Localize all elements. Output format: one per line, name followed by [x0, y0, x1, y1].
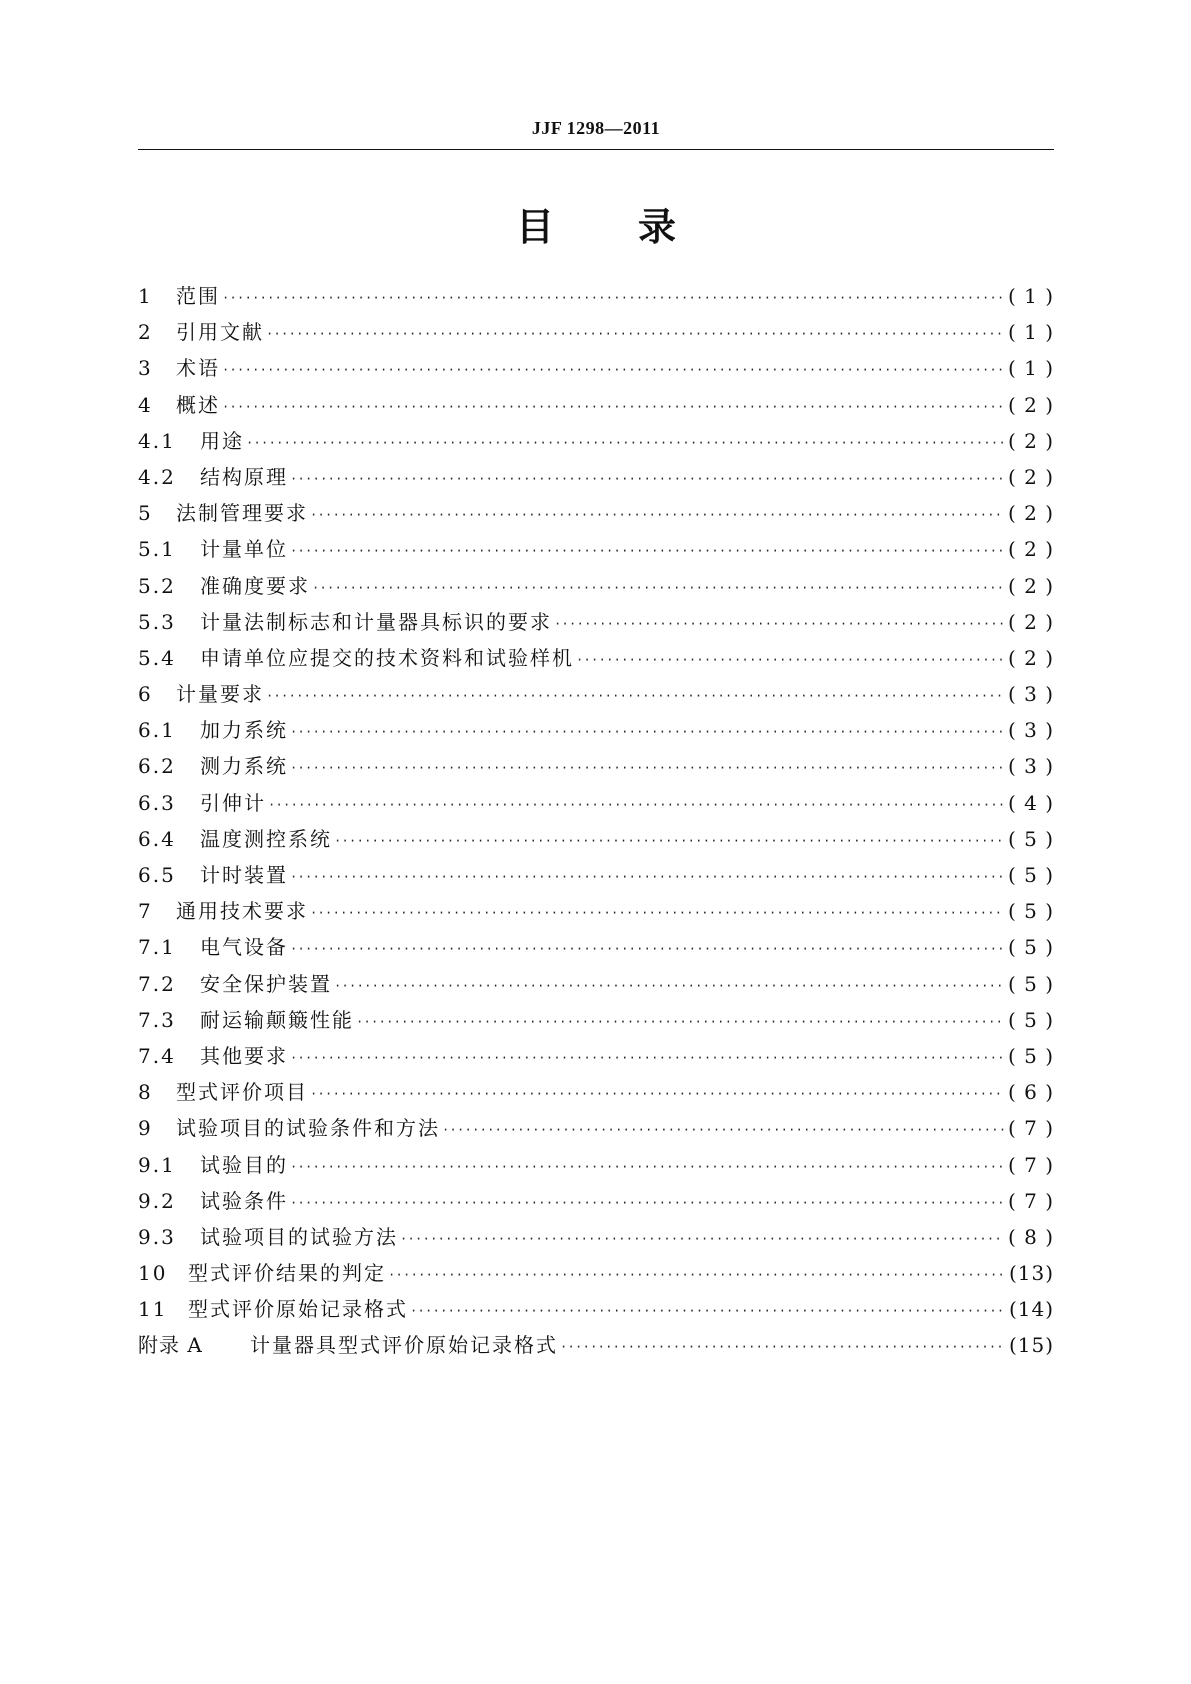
toc-entry[interactable] — [138, 966, 1054, 1002]
toc-entry-page: ( 2 ) — [1007, 392, 1054, 417]
toc-leader-dots — [386, 1257, 1004, 1293]
toc-entry-title: 温度测控系统 — [200, 826, 332, 851]
toc-entry[interactable] — [138, 1074, 1054, 1110]
toc-entry-title: 电气设备 — [200, 935, 288, 960]
toc-entry-number: 9.1 — [138, 1152, 176, 1177]
toc-entry-number: 6.1 — [138, 718, 176, 743]
toc-leader-dots — [310, 570, 1004, 606]
toc-entry-page: ( 1 ) — [1007, 356, 1054, 381]
toc-leader-dots — [288, 931, 1004, 967]
toc-entry-title: 法制管理要求 — [176, 501, 308, 526]
toc-entry[interactable] — [138, 748, 1054, 784]
toc-entry[interactable] — [138, 1038, 1054, 1074]
toc-entry-page: ( 7 ) — [1007, 1116, 1054, 1141]
toc-entry[interactable] — [138, 676, 1054, 712]
toc-entry[interactable] — [138, 1255, 1054, 1291]
toc-leader-dots — [574, 642, 1004, 678]
toc-entry-title: 准确度要求 — [200, 573, 310, 598]
toc-entry-page: ( 2 ) — [1007, 537, 1054, 562]
toc-entry-number: 10 — [138, 1261, 168, 1286]
toc-entry-title: 引伸计 — [200, 790, 266, 815]
toc-entry[interactable] — [138, 1002, 1054, 1038]
toc-entry[interactable] — [138, 640, 1054, 676]
page-header-standard-code: JJF 1298—2011 — [531, 118, 661, 138]
toc-entry-title: 其他要求 — [200, 1043, 288, 1068]
toc-leader-dots — [440, 1112, 1004, 1148]
toc-leader-dots — [552, 606, 1004, 642]
toc-entry-appendix[interactable] — [138, 1327, 1054, 1363]
toc-entry-page: ( 2 ) — [1007, 501, 1054, 526]
toc-entry-number: 6.5 — [138, 863, 176, 887]
toc-entry[interactable] — [138, 1219, 1054, 1255]
toc-entry-page: ( 6 ) — [1007, 1080, 1054, 1105]
toc-leader-dots — [288, 1149, 1004, 1185]
toc-leader-dots — [220, 280, 1004, 316]
toc-leader-dots — [264, 678, 1004, 714]
toc-entry-number: 9.2 — [138, 1188, 176, 1213]
toc-entry-page: ( 3 ) — [1007, 718, 1054, 743]
toc-entry-page: ( 4 ) — [1007, 790, 1054, 815]
toc-entry-page: ( 5 ) — [1007, 935, 1054, 960]
toc-leader-dots — [558, 1329, 1004, 1365]
toc-entry[interactable] — [138, 604, 1054, 640]
toc-entry-title: 申请单位应提交的技术资料和试验样机 — [200, 645, 574, 670]
toc-leader-dots — [220, 389, 1004, 425]
toc-entry-page: ( 3 ) — [1007, 682, 1054, 707]
toc-entry-number: 5.4 — [138, 645, 176, 670]
toc-entry-number: 9 — [138, 1116, 153, 1141]
toc-entry[interactable] — [138, 1291, 1054, 1327]
toc-leader-dots — [288, 859, 1004, 895]
toc-entry-number: 9.3 — [138, 1224, 176, 1249]
toc-entry-page: ( 5 ) — [1007, 863, 1054, 887]
toc-entry-title: 范围 — [176, 284, 220, 308]
toc-entry-page: ( 5 ) — [1007, 826, 1054, 851]
toc-entry-title: 计量单位 — [200, 537, 288, 562]
toc-entry-title: 试验条件 — [200, 1188, 288, 1213]
toc-entry-page: ( 7 ) — [1007, 1188, 1054, 1213]
toc-entry-number: 5 — [138, 501, 153, 526]
toc-entry-number: 6 — [138, 682, 153, 707]
toc-entry-title: 计时装置 — [200, 863, 288, 887]
toc-entry-number: 7.2 — [138, 971, 176, 996]
table-of-contents — [138, 278, 1054, 1364]
title-char-1: 目 — [515, 205, 554, 249]
toc-entry-page: ( 5 ) — [1007, 1043, 1054, 1068]
toc-entry-title: 计量法制标志和计量器具标识的要求 — [200, 609, 552, 634]
toc-entry-title: 型式评价原始记录格式 — [188, 1297, 408, 1322]
toc-entry[interactable] — [138, 785, 1054, 821]
toc-entry-page: (13) — [1008, 1261, 1054, 1286]
toc-entry[interactable] — [138, 821, 1054, 857]
toc-entry-number: 6.4 — [138, 826, 176, 851]
toc-entry-number: 7 — [138, 899, 153, 924]
toc-entry-number: 6.2 — [138, 754, 176, 779]
toc-entry-title: 耐运输颠簸性能 — [200, 1007, 354, 1032]
toc-entry-title: 测力系统 — [200, 754, 288, 779]
toc-entry-title: 型式评价项目 — [176, 1080, 308, 1105]
toc-entry-title: 试验项目的试验条件和方法 — [176, 1116, 440, 1141]
toc-entry-number: 1 — [138, 284, 153, 308]
toc-entry[interactable] — [138, 459, 1054, 495]
toc-entry-page: (15) — [1008, 1333, 1054, 1358]
toc-entry-number: 11 — [138, 1297, 168, 1322]
toc-entry-page: (14) — [1008, 1297, 1054, 1322]
toc-entry-title: 试验项目的试验方法 — [200, 1224, 398, 1249]
toc-entry-title: 概述 — [176, 392, 220, 417]
toc-entry-number: 5.1 — [138, 537, 176, 562]
toc-entry-page: ( 5 ) — [1007, 971, 1054, 996]
header-rule — [138, 149, 1054, 150]
toc-entry-title: 加力系统 — [200, 718, 288, 743]
toc-leader-dots — [220, 352, 1004, 388]
toc-leader-dots — [398, 1221, 1004, 1257]
toc-entry-page: ( 2 ) — [1007, 645, 1054, 670]
toc-leader-dots — [288, 1040, 1004, 1076]
toc-entry-title: 试验目的 — [200, 1152, 288, 1177]
toc-entry[interactable] — [138, 712, 1054, 748]
toc-entry-page: ( 2 ) — [1007, 464, 1054, 489]
toc-entry-page: ( 2 ) — [1007, 573, 1054, 598]
toc-entry[interactable] — [138, 893, 1054, 929]
toc-leader-dots — [408, 1293, 1004, 1329]
toc-entry[interactable] — [138, 314, 1054, 350]
toc-entry-page: ( 8 ) — [1007, 1224, 1054, 1249]
toc-entry-title: 安全保护装置 — [200, 971, 332, 996]
toc-leader-dots — [264, 316, 1004, 352]
toc-entry-page: ( 3 ) — [1007, 754, 1054, 779]
toc-entry-number: 6.3 — [138, 790, 176, 815]
toc-leader-dots — [308, 497, 1004, 533]
toc-entry-page: ( 7 ) — [1007, 1152, 1054, 1177]
toc-entry-number: 7.1 — [138, 935, 176, 960]
toc-entry-title: 计量要求 — [176, 682, 264, 707]
toc-entry-page: ( 5 ) — [1007, 1007, 1054, 1032]
toc-leader-dots — [244, 425, 1004, 461]
toc-leader-dots — [288, 750, 1004, 786]
toc-leader-dots — [266, 787, 1004, 823]
toc-entry[interactable] — [138, 495, 1054, 531]
toc-entry-number: 7.3 — [138, 1007, 176, 1032]
title-char-2: 录 — [638, 205, 677, 249]
toc-entry-title: 型式评价结果的判定 — [188, 1261, 386, 1286]
toc-entry-page: ( 1 ) — [1007, 320, 1054, 345]
toc-entry[interactable] — [138, 1110, 1054, 1146]
toc-entry-number: 4.2 — [138, 464, 176, 489]
toc-leader-dots — [332, 968, 1004, 1004]
toc-leader-dots — [308, 895, 1004, 931]
toc-entry[interactable] — [138, 423, 1054, 459]
toc-entry[interactable] — [138, 568, 1054, 604]
toc-entry-title: 用途 — [200, 428, 244, 453]
toc-leader-dots — [288, 533, 1004, 569]
toc-entry-title: 术语 — [176, 356, 220, 381]
toc-entry-title: 通用技术要求 — [176, 899, 308, 924]
toc-entry[interactable] — [138, 1147, 1054, 1183]
toc-entry[interactable] — [138, 857, 1054, 893]
toc-entry-title: 计量器具型式评价原始记录格式 — [250, 1333, 558, 1358]
toc-entry-page: ( 2 ) — [1007, 609, 1054, 634]
toc-entry-number: 3 — [138, 356, 153, 381]
toc-entry[interactable] — [138, 350, 1054, 386]
toc-leader-dots — [354, 1004, 1004, 1040]
toc-entry-number: 2 — [138, 320, 153, 345]
page-title — [138, 196, 1054, 251]
toc-leader-dots — [288, 1185, 1004, 1221]
toc-entry-number: 5.2 — [138, 573, 176, 598]
toc-entry-number: 4 — [138, 392, 153, 417]
toc-entry[interactable] — [138, 387, 1054, 423]
toc-leader-dots — [288, 461, 1004, 497]
toc-entry-page: ( 2 ) — [1007, 428, 1054, 453]
toc-leader-dots — [308, 1076, 1004, 1112]
toc-entry-page: ( 5 ) — [1007, 899, 1054, 924]
toc-entry-number: 7.4 — [138, 1043, 176, 1068]
toc-entry-number: 附录 A — [138, 1333, 203, 1358]
toc-entry-number: 5.3 — [138, 609, 176, 634]
toc-entry-title: 结构原理 — [200, 464, 288, 489]
toc-entry[interactable] — [138, 929, 1054, 965]
toc-entry[interactable] — [138, 1183, 1054, 1219]
toc-entry[interactable] — [138, 531, 1054, 567]
toc-leader-dots — [288, 714, 1004, 750]
toc-entry[interactable] — [138, 278, 1054, 314]
toc-entry-number: 4.1 — [138, 428, 176, 453]
toc-entry-title: 引用文献 — [176, 320, 264, 345]
toc-entry-page: ( 1 ) — [1007, 284, 1054, 308]
toc-entry-number: 8 — [138, 1080, 153, 1105]
toc-leader-dots — [332, 823, 1004, 859]
